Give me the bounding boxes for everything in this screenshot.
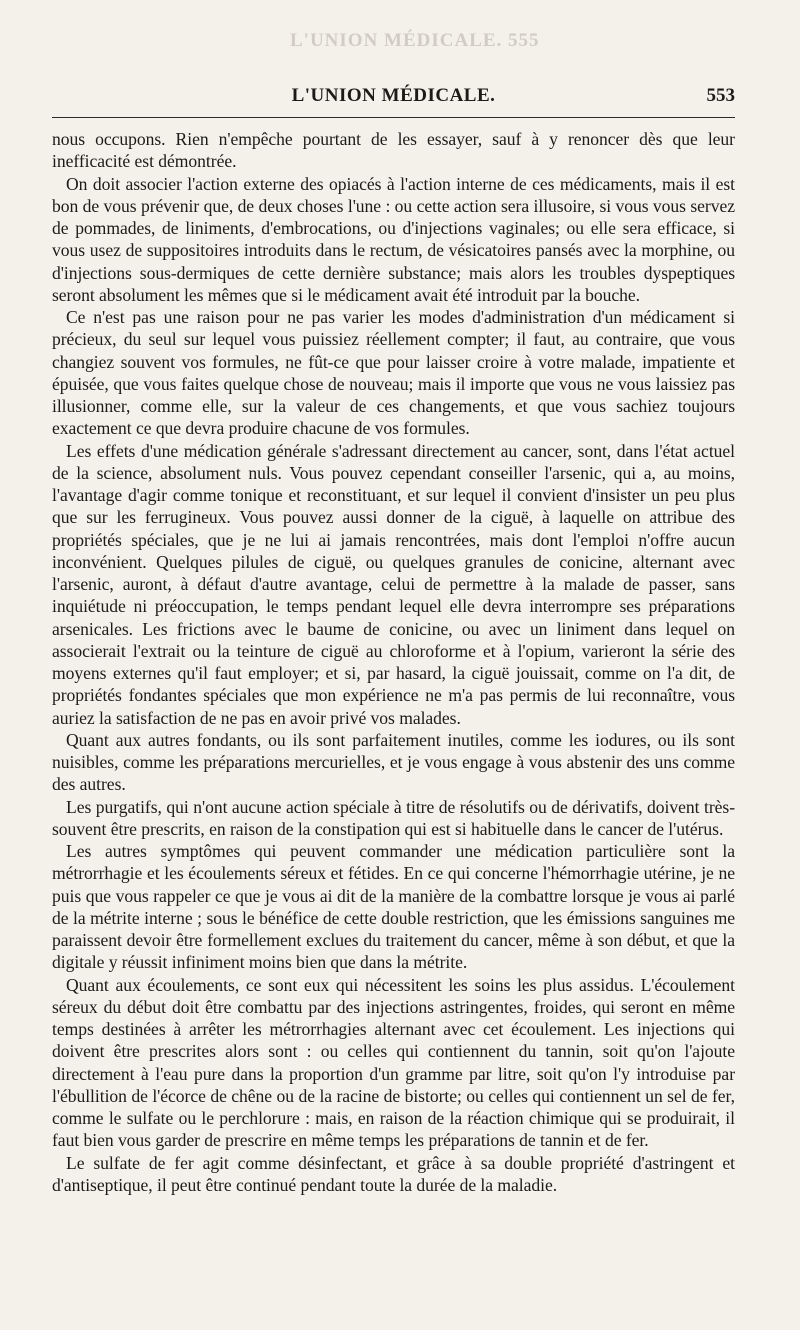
paragraph: Ce n'est pas une raison pour ne pas varier les modes d'administration d'un médicament si précieux, du seul sur lequel vous puissiez réellement compter; il faut, au contraire, que vous changiez souvent vos formules, ne fût-ce que pour laisser croire à votre malade, impatiente et épuisée, que vous faites quelque chose de nouveau; mais il importe que vous ne vous laissiez pas illusionner, comme elle, sur la valeur de ces changements, et que vous sachiez toujours exactement ce que devra produire chacune de vos formules. xyxy=(52,307,735,439)
paragraph: Les effets d'une médication générale s'adressant directement au cancer, sont, dans l'état actuel de la science, absolument nuls. Vous pouvez cependant conseiller l'arsenic, qui a, au moins, l'avantage d'agir comme tonique et reconstituant, et sur lequel il convient d'insister un peu plus que sur les ferrugineux. Vous pouvez aussi donner de la ciguë, à laquelle on attribue des propriétés spéciales, que je ne lui ai jamais rencontrées, mais dont l'emploi n'offre aucun inconvénient. Quelques pilules de ciguë, ou quelques granules de conicine, alternant avec l'arsenic, auront, à défaut d'autre avantage, celui de permettre à la malade de passer, sans inquiétude ni préoccupation, le temps pendant lequel elle devra interrompre ses préparations arsenicales. Les frictions avec le baume de conicine, ou avec un liniment dans lequel on associerait l'extrait ou la teinture de ciguë au chloroforme et à l'opium, varieront la série des moyens externes qu'il faut employer; et si, par hasard, la ciguë jouissait, comme on l'a dit, de propriétés fondantes spéciales que mon expérience ne m'a pas permis de lui reconnaître, vous auriez la satisfaction de ne pas en avoir privé vos malades. xyxy=(52,440,735,728)
paragraph: Quant aux écoulements, ce sont eux qui nécessitent les soins les plus assidus. L'écoulement séreux du début doit être combattu par des injections astringentes, froides, qui seront en même temps destinées à arrêter les métrorrhagies alternant avec cet écoulement. Les injections qui doivent être prescrites alors sont : ou celles qui contiennent du tannin, soit qu'on l'ajoute directement à l'eau pure dans la proportion d'un gramme par litre, soit qu'on l'y introduise par l'ébullition de l'écorce de chêne ou de la racine de bistorte; ou celles qui contiennent un sel de fer, comme le sulfate ou le perchlorure : mais, en raison de la réaction chimique qui se produirait, il faut bien vous garder de prescrire en même temps les préparations de tannin et de fer. xyxy=(52,974,735,1151)
header-rule xyxy=(52,117,735,118)
paragraph: Le sulfate de fer agit comme désinfectant, et grâce à sa double propriété d'astringent et d'antiseptique, il peut être continué pendant toute la durée de la maladie. xyxy=(52,1152,735,1195)
journal-title: L'UNION MÉDICALE. xyxy=(291,85,496,106)
paragraph: Les purgatifs, qui n'ont aucune action spéciale à titre de résolutifs ou de dérivatifs, doivent très-souvent être prescrits, en raison de la constipation qui est si habituelle dans le cancer de l'utérus. xyxy=(52,796,735,839)
running-header xyxy=(52,85,735,111)
paragraph: Quant aux autres fondants, ou ils sont parfaitement inutiles, comme les iodures, ou ils sont nuisibles, comme les préparations mercurielles, et je vous engage à vous abstenir des uns comme des autres. xyxy=(52,729,735,795)
paragraph: On doit associer l'action externe des opiacés à l'action interne de ces médicaments, mais il est bon de vous prévenir que, de deux choses l'une : ou cette action sera illusoire, si vous vous servez de pommades, de liniments, d'embrocations, ou d'injections vaginales; ou elle sera efficace, si vous usez de suppositoires introduits dans le rectum, de vésicatoires pansés avec la morphine, ou d'injections sous-dermiques de cette dernière substance; mais alors les troubles dyspeptiques seront absolument les mêmes que si le médicament avait été introduit par la bouche. xyxy=(52,173,735,305)
article-body xyxy=(52,128,735,1196)
bleed-through-header: L'UNION MÉDICALE. 555 xyxy=(290,30,540,51)
page-number: 553 xyxy=(706,85,735,106)
paragraph: nous occupons. Rien n'empêche pourtant de les essayer, sauf à y renoncer dès que leur inefficacité est démontrée. xyxy=(52,129,735,172)
paragraph: Les autres symptômes qui peuvent commander une médication particulière sont la métrorrhagie et les écoulements séreux et fétides. En ce qui concerne l'hémorrhagie utérine, je ne puis que vous rappeler ce que je vous ai dit de la manière de la combattre lorsque je vous ai parlé de la métrite interne ; sous le bénéfice de cette double restriction, que les émissions sanguines me paraissent devoir être formellement exclues du traitement du cancer, même à son début, et que la digitale y réussit infiniment moins bien que dans la métrite. xyxy=(52,841,735,973)
